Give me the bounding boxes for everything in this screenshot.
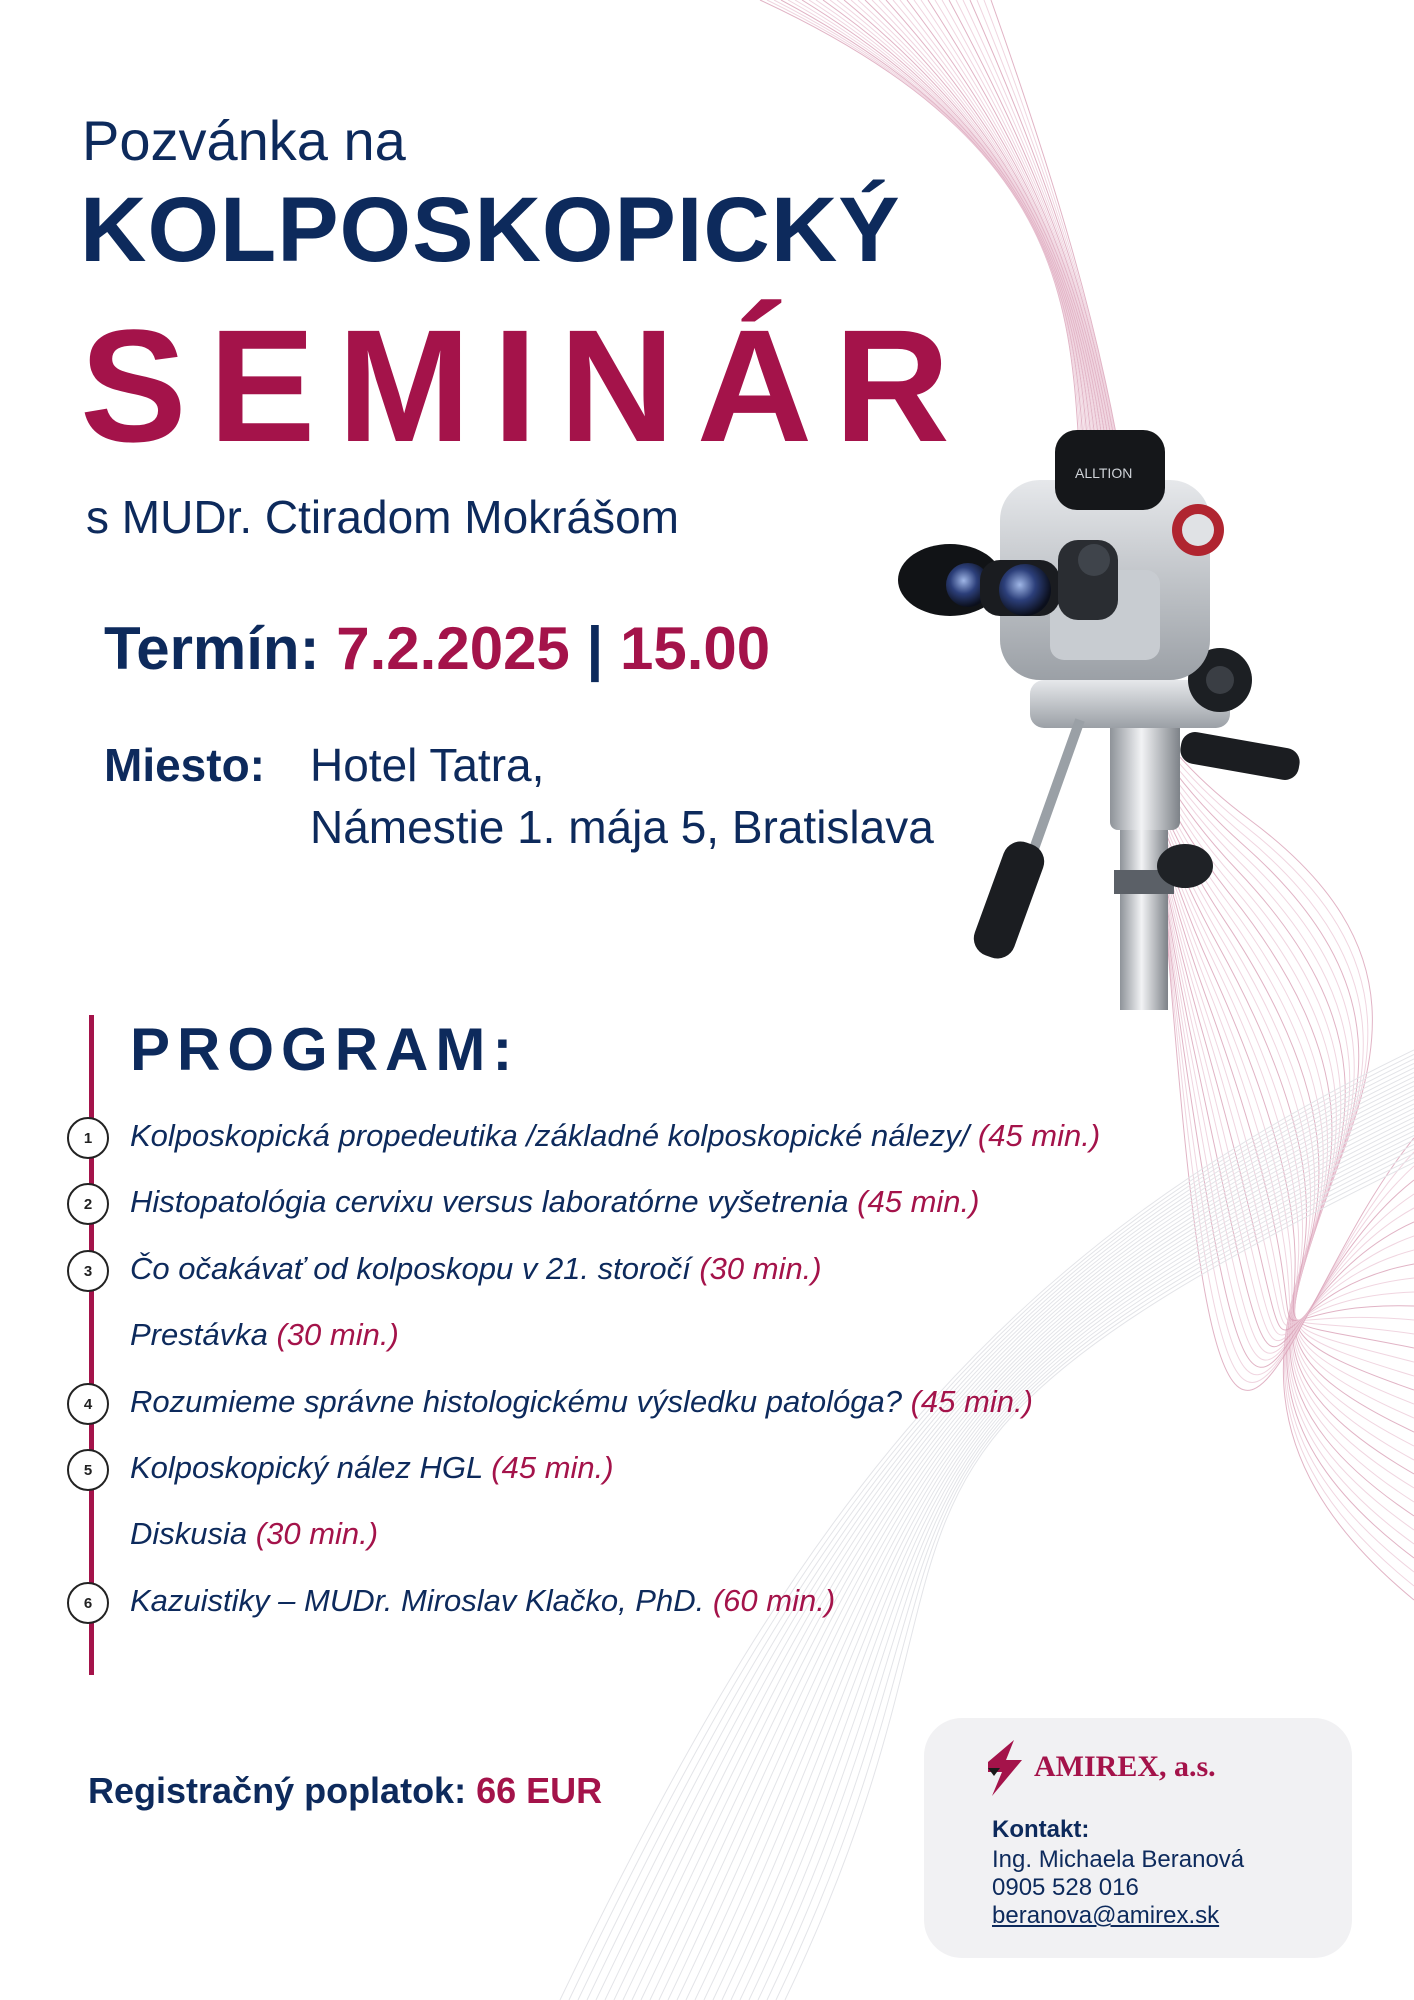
- colposcope-image: [880, 410, 1330, 1010]
- program-item-title: Kolposkopický nález HGL: [130, 1450, 483, 1485]
- program-item: [0, 1311, 1414, 1367]
- program-item-duration: (45 min.): [977, 1118, 1101, 1153]
- program-item-number: 5: [67, 1449, 109, 1491]
- contact-label: Kontakt:: [992, 1816, 1090, 1843]
- date-separator: |: [586, 615, 604, 682]
- program-item-duration: (30 min.): [699, 1251, 822, 1286]
- amirex-logo-icon: [988, 1740, 1022, 1796]
- date-value: 7.2.2025: [336, 615, 570, 682]
- program-item-number: 4: [67, 1383, 109, 1425]
- program-item-number: 3: [67, 1250, 109, 1292]
- program-item: [0, 1510, 1414, 1566]
- program-item-text: [130, 1118, 1100, 1154]
- company-name: AMIREX, a.s.: [1034, 1750, 1216, 1783]
- program-item: [0, 1577, 1414, 1633]
- program-item-text: [130, 1583, 835, 1619]
- contact-name: Ing. Michaela Beranová: [992, 1846, 1245, 1873]
- contact-card: [924, 1718, 1352, 1958]
- program-item: [0, 1112, 1414, 1168]
- fee-label: Registračný poplatok:: [88, 1770, 467, 1811]
- program-item-title: Prestávka: [130, 1317, 268, 1352]
- program-item-number: 6: [67, 1582, 109, 1624]
- program-item: [0, 1178, 1414, 1234]
- place-label: Miesto:: [104, 739, 265, 791]
- program-item-number: 1: [67, 1117, 109, 1159]
- program-item-text: [130, 1450, 614, 1486]
- program-item: [0, 1378, 1414, 1434]
- program-item: [0, 1245, 1414, 1301]
- program-item-text: [130, 1384, 1033, 1420]
- place-line-1: Hotel Tatra,: [310, 739, 545, 791]
- program-item-title: Čo očakávať od kolposkopu v 21. storočí: [130, 1251, 691, 1286]
- program-item: [0, 1444, 1414, 1500]
- fee-value: 66 EUR: [476, 1770, 603, 1811]
- title-line-2: SEMINÁR: [80, 296, 972, 475]
- speaker-line: s MUDr. Ctiradom Mokrášom: [86, 491, 679, 543]
- program-item-duration: (45 min.): [857, 1184, 980, 1219]
- contact-phone: 0905 528 016: [992, 1874, 1139, 1901]
- intro-text: Pozvánka na: [82, 109, 406, 172]
- place-line-2: Námestie 1. mája 5, Bratislava: [310, 801, 934, 853]
- program-item-title: Rozumieme správne histologickému výsledku patológa?: [130, 1384, 902, 1419]
- fee-row: [88, 1770, 602, 1812]
- program-title: PROGRAM:: [130, 1016, 520, 1083]
- program-item-text: [130, 1251, 822, 1287]
- program-item-title: Kolposkopická propedeutika /základné kolposkopické nálezy/: [130, 1118, 970, 1153]
- program-item-text: [130, 1184, 979, 1220]
- contact-email-link[interactable]: beranova@amirex.sk: [992, 1902, 1220, 1929]
- title-line-1: KOLPOSKOPICKÝ: [80, 179, 901, 281]
- program-item-duration: (45 min.): [910, 1384, 1033, 1419]
- program-item-title: Kazuistiky – MUDr. Miroslav Klačko, PhD.: [130, 1583, 705, 1618]
- program-item-duration: (45 min.): [491, 1450, 614, 1485]
- program-item-number: 2: [67, 1183, 109, 1225]
- program-item-text: [130, 1317, 399, 1353]
- date-row: [104, 614, 770, 683]
- program-item-text: [130, 1516, 378, 1552]
- program-item-duration: (60 min.): [712, 1583, 836, 1618]
- program-item-duration: (30 min.): [255, 1516, 379, 1551]
- program-item-title: Histopatológia cervixu versus laboratórne vyšetrenia: [130, 1184, 849, 1219]
- device-brand: ALLTION: [1075, 465, 1133, 481]
- program-item-title: Diskusia: [130, 1516, 248, 1551]
- date-time: 15.00: [619, 615, 771, 682]
- date-label: Termín:: [104, 615, 320, 682]
- program-item-duration: (30 min.): [276, 1317, 399, 1352]
